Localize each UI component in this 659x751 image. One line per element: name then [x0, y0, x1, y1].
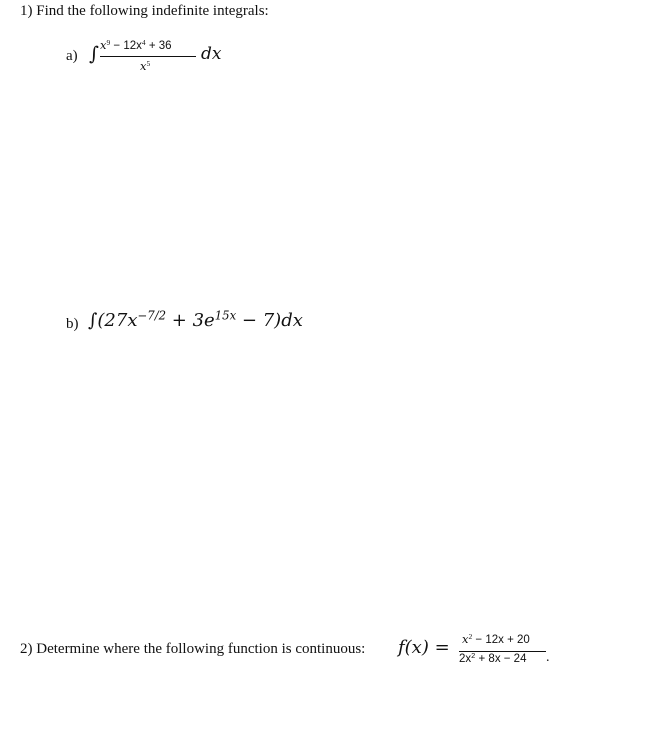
- period: .: [546, 650, 550, 665]
- fraction-q2-numerator: $x^2 - 12x + 20$: [462, 631, 530, 646]
- part-a-label: a): [66, 48, 78, 64]
- question-2-number: 2): [20, 641, 33, 657]
- integral-sign-b: ∫: [88, 310, 98, 331]
- question-1-number: 1): [20, 3, 33, 19]
- differential-a: dx: [201, 44, 222, 64]
- fraction-a-bar: [100, 56, 196, 57]
- question-1-heading: [20, 3, 269, 20]
- expression-b: $\int(27x^{-7/2} + 3e^{15x} - 7)dx$: [88, 308, 303, 331]
- question-1-text: Find the following indefinite integrals:: [36, 3, 269, 19]
- part-b-label: b): [66, 316, 79, 332]
- question-2-text: Determine where the following function is continuous:: [36, 641, 366, 657]
- integral-sign-a: ∫: [89, 43, 99, 65]
- function-label: f(x) =: [398, 637, 450, 658]
- fraction-a-denominator: $x^5$: [140, 58, 151, 73]
- fraction-a-numerator: $x^9 - 12x^4 + 36$: [100, 37, 172, 52]
- question-2-heading: [20, 641, 365, 658]
- fraction-q2-denominator: $2x^2 + 8x - 24$: [459, 650, 527, 665]
